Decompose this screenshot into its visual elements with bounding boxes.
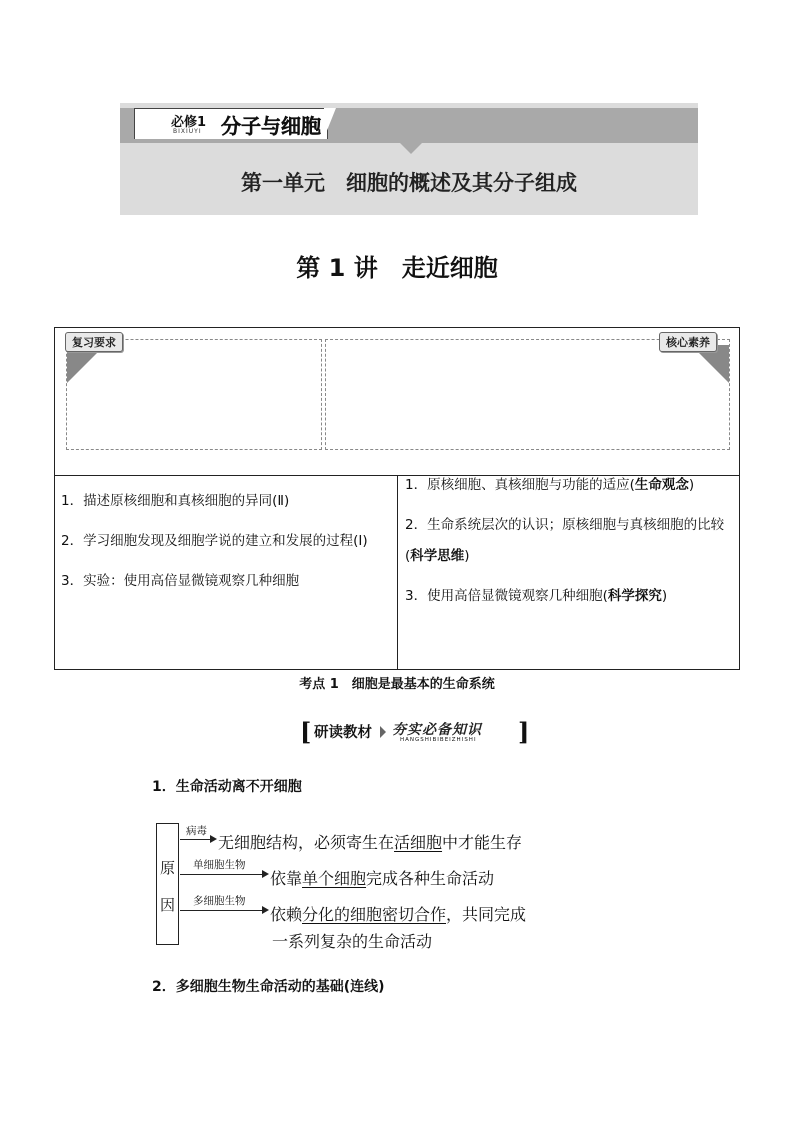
arrow-icon [262, 870, 269, 878]
module-tag-pinyin: BIXIUYI [173, 128, 202, 135]
study-banner-right-text: 夯实必备知识 [392, 722, 482, 738]
branch-label-multi-cell: 多细胞生物 [193, 895, 246, 907]
banner-pointer [400, 143, 422, 154]
arrow-icon [210, 835, 217, 843]
requirement-item: 3．实验：使用高倍显微镜观察几种细胞 [61, 573, 300, 589]
literacy-list [405, 470, 731, 621]
study-banner [300, 718, 530, 746]
banner-top-strip [120, 108, 698, 143]
branch-result-single-cell: 依靠单个细胞完成各种生命活动 [270, 869, 495, 888]
branch-arrow-line [180, 910, 266, 911]
unit-title: 第一单元 细胞的概述及其分子组成 [241, 171, 577, 195]
study-banner-pinyin: HANGSHIBIBEIZHISHI [400, 737, 477, 743]
module-tag-notch [324, 108, 336, 138]
branch-result-virus: 无细胞结构，必须寄生在活细胞中才能生存 [218, 833, 523, 852]
module-tag-number: 必修1 [171, 115, 207, 130]
branch-arrow-line [180, 839, 213, 840]
literacy-item: 2．生命系统层次的认识；原核细胞与真核细胞的比较(科学思维) [405, 517, 725, 564]
branch-label-virus: 病毒 [186, 825, 207, 837]
section-2-title: 2．多细胞生物生命活动的基础(连线) [152, 979, 385, 995]
cause-box [156, 823, 179, 945]
section-1-title: 1．生命活动离不开细胞 [152, 779, 302, 795]
exam-point-title: 考点 1 细胞是最基本的生命系统 [299, 677, 495, 692]
literacy-item: 3．使用高倍显微镜观察几种细胞(科学探究) [405, 588, 668, 604]
branch-result-multi-cell: 依赖分化的细胞密切合作，共同完成 [270, 905, 527, 924]
branch-result-multi-cell-line2: 一系列复杂的生命活动 [272, 932, 433, 951]
branch-arrow-line [180, 874, 266, 875]
module-tag-title: 分子与细胞 [221, 114, 321, 138]
literacy-item: 1．原核细胞、真核细胞与功能的适应(生命观念) [405, 477, 695, 493]
lecture-title: 第 1 讲 走近细胞 [296, 254, 498, 282]
branch-label-single-cell: 单细胞生物 [193, 859, 246, 871]
table-divider-vertical [397, 475, 398, 670]
arrow-icon [262, 906, 269, 914]
bracket-right: ] [518, 717, 530, 746]
cause-char: 因 [159, 896, 175, 914]
requirements-list [61, 486, 391, 606]
core-literacy-label: 核心素养 [659, 332, 717, 352]
study-banner-arrow-icon [380, 726, 386, 738]
requirements-right-dash-box [325, 339, 730, 450]
study-banner-left-text: 研读教材 [314, 725, 372, 741]
module-tag [134, 108, 328, 139]
requirement-item: 1．描述原核细胞和真核细胞的异同(Ⅱ) [61, 493, 290, 509]
bracket-left: [ [300, 717, 312, 746]
review-requirements-label: 复习要求 [65, 332, 123, 352]
requirement-item: 2．学习细胞发现及细胞学说的建立和发展的过程(Ⅰ) [61, 533, 368, 549]
chapter-banner [120, 103, 698, 215]
requirements-table [54, 327, 740, 670]
cause-char: 原 [159, 859, 175, 877]
